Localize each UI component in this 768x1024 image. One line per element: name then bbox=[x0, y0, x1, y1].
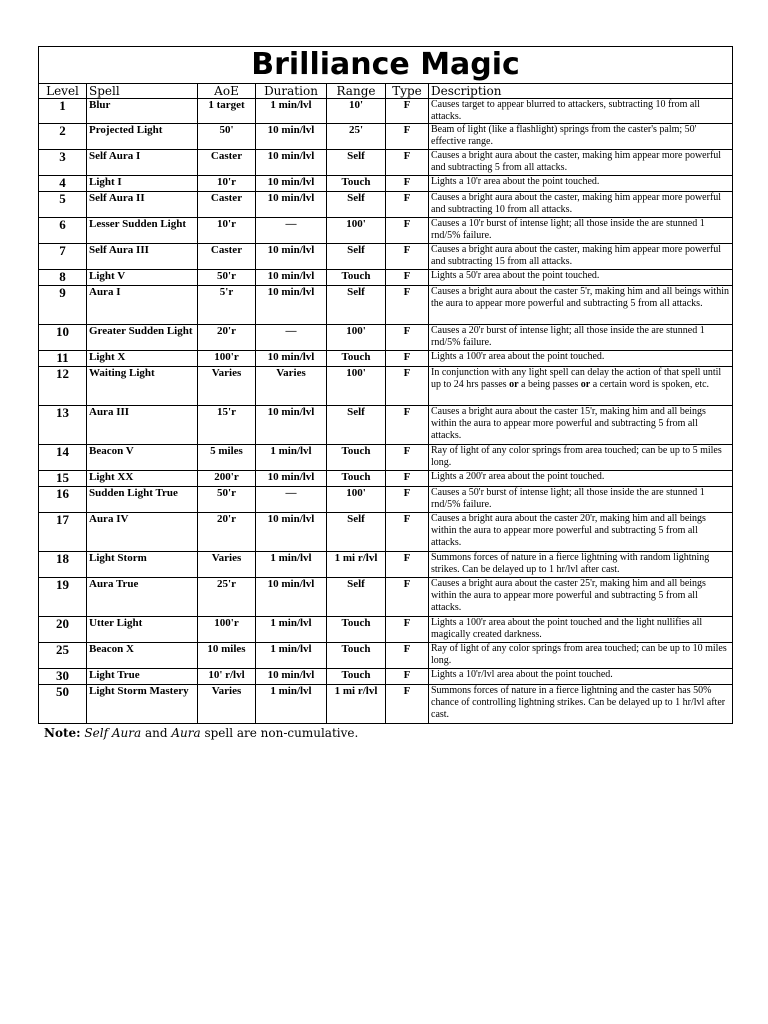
table-row bbox=[39, 244, 733, 270]
aoe-cell: Varies bbox=[198, 367, 256, 406]
duration-cell: — bbox=[256, 487, 327, 513]
description-cell bbox=[429, 124, 733, 150]
level-cell: 6 bbox=[39, 218, 87, 244]
description-text: Beam of light (like a flashlight) springs from the caster's palm; 50' effective range. bbox=[431, 124, 697, 147]
range-cell: Touch bbox=[327, 669, 386, 685]
description-text: In conjunction with any light spell can delay the action of that spell until up to 24 hrs passes bbox=[431, 367, 722, 390]
aoe-cell: Varies bbox=[198, 685, 256, 724]
description-cell bbox=[429, 552, 733, 578]
column-header-description: Description bbox=[429, 84, 733, 99]
range-cell: 100' bbox=[327, 487, 386, 513]
duration-cell: — bbox=[256, 218, 327, 244]
level-cell: 8 bbox=[39, 270, 87, 286]
table-row bbox=[39, 150, 733, 176]
duration-cell: 10 min/lvl bbox=[256, 244, 327, 270]
aoe-cell: 100'r bbox=[198, 617, 256, 643]
type-cell: F bbox=[386, 218, 429, 244]
level-cell: 9 bbox=[39, 286, 87, 325]
level-cell: 13 bbox=[39, 406, 87, 445]
range-cell: 1 mi r/lvl bbox=[327, 685, 386, 724]
level-cell: 16 bbox=[39, 487, 87, 513]
level-cell: 30 bbox=[39, 669, 87, 685]
description-text: Lights a 200'r area about the point touched. bbox=[431, 471, 605, 482]
column-header-type: Type bbox=[386, 84, 429, 99]
duration-cell: 1 min/lvl bbox=[256, 617, 327, 643]
column-header-duration: Duration bbox=[256, 84, 327, 99]
type-cell: F bbox=[386, 286, 429, 325]
type-cell: F bbox=[386, 487, 429, 513]
description-emphasis: or bbox=[509, 379, 519, 390]
table-row bbox=[39, 669, 733, 685]
type-cell: F bbox=[386, 270, 429, 286]
type-cell: F bbox=[386, 406, 429, 445]
type-cell: F bbox=[386, 643, 429, 669]
level-cell: 10 bbox=[39, 325, 87, 351]
type-cell: F bbox=[386, 351, 429, 367]
duration-cell: 10 min/lvl bbox=[256, 513, 327, 552]
level-cell: 50 bbox=[39, 685, 87, 724]
spell-name-cell: Blur bbox=[87, 99, 198, 124]
duration-cell: 10 min/lvl bbox=[256, 578, 327, 617]
aoe-cell: Caster bbox=[198, 150, 256, 176]
range-cell: Touch bbox=[327, 351, 386, 367]
spell-name-cell: Utter Light bbox=[87, 617, 198, 643]
range-cell: Self bbox=[327, 513, 386, 552]
table-row bbox=[39, 445, 733, 471]
aoe-cell: 100'r bbox=[198, 351, 256, 367]
table-row bbox=[39, 218, 733, 244]
table-row bbox=[39, 406, 733, 445]
type-cell: F bbox=[386, 471, 429, 487]
description-cell bbox=[429, 270, 733, 286]
table-header-row bbox=[39, 84, 733, 99]
description-cell bbox=[429, 367, 733, 406]
range-cell: Touch bbox=[327, 617, 386, 643]
page-title: Brilliance Magic bbox=[39, 47, 733, 84]
description-text: Summons forces of nature in a fierce lightning and the caster has 50% chance of controlling lightning strikes. Can be delayed up to 1 hr/lvl after cast. bbox=[431, 685, 726, 720]
table-row bbox=[39, 487, 733, 513]
level-cell: 2 bbox=[39, 124, 87, 150]
range-cell: Self bbox=[327, 150, 386, 176]
description-text: Causes a bright aura about the caster 20'r, making him and all beings within the aura to appear more powerful and subtracting 5 from all attacks. bbox=[431, 513, 706, 548]
duration-cell: 10 min/lvl bbox=[256, 124, 327, 150]
spell-name-cell: Greater Sudden Light bbox=[87, 325, 198, 351]
type-cell: F bbox=[386, 325, 429, 351]
table-row bbox=[39, 471, 733, 487]
type-cell: F bbox=[386, 578, 429, 617]
description-cell bbox=[429, 685, 733, 724]
description-emphasis: or bbox=[580, 379, 591, 390]
range-cell: Self bbox=[327, 578, 386, 617]
spell-name-cell: Lesser Sudden Light bbox=[87, 218, 198, 244]
description-cell bbox=[429, 643, 733, 669]
table-row bbox=[39, 286, 733, 325]
level-cell: 19 bbox=[39, 578, 87, 617]
spell-name-cell: Self Aura II bbox=[87, 192, 198, 218]
spell-name-cell: Waiting Light bbox=[87, 367, 198, 406]
description-cell bbox=[429, 351, 733, 367]
description-cell bbox=[429, 176, 733, 192]
description-text: Ray of light of any color springs from area touched; can be up to 10 miles long. bbox=[431, 643, 727, 666]
level-cell: 18 bbox=[39, 552, 87, 578]
type-cell: F bbox=[386, 192, 429, 218]
description-cell bbox=[429, 99, 733, 124]
table-row bbox=[39, 513, 733, 552]
type-cell: F bbox=[386, 99, 429, 124]
table-row bbox=[39, 325, 733, 351]
type-cell: F bbox=[386, 445, 429, 471]
description-text: Lights a 100'r area about the point touched and the light nullifies all magically created darkness. bbox=[431, 617, 703, 640]
duration-cell: 1 min/lvl bbox=[256, 643, 327, 669]
duration-cell: 1 min/lvl bbox=[256, 445, 327, 471]
aoe-cell: 50'r bbox=[198, 487, 256, 513]
table-row bbox=[39, 685, 733, 724]
range-cell: Touch bbox=[327, 445, 386, 471]
duration-cell: 10 min/lvl bbox=[256, 176, 327, 192]
description-text: Lights a 10'r area about the point touched. bbox=[431, 176, 600, 187]
table-row bbox=[39, 176, 733, 192]
aoe-cell: 10'r bbox=[198, 218, 256, 244]
spell-name-cell: Sudden Light True bbox=[87, 487, 198, 513]
range-cell: Self bbox=[327, 244, 386, 270]
type-cell: F bbox=[386, 669, 429, 685]
type-cell: F bbox=[386, 552, 429, 578]
type-cell: F bbox=[386, 685, 429, 724]
note-spell-b: Aura bbox=[171, 726, 201, 740]
range-cell: Touch bbox=[327, 471, 386, 487]
aoe-cell: 15'r bbox=[198, 406, 256, 445]
description-text: Causes target to appear blurred to attackers, subtracting 10 from all attacks. bbox=[431, 99, 700, 122]
table-row bbox=[39, 124, 733, 150]
aoe-cell: Varies bbox=[198, 552, 256, 578]
description-cell bbox=[429, 487, 733, 513]
type-cell: F bbox=[386, 367, 429, 406]
spell-name-cell: Light X bbox=[87, 351, 198, 367]
type-cell: F bbox=[386, 124, 429, 150]
description-text: a certain word is spoken, etc. bbox=[590, 379, 710, 390]
aoe-cell: 20'r bbox=[198, 513, 256, 552]
duration-cell: 10 min/lvl bbox=[256, 669, 327, 685]
range-cell: 100' bbox=[327, 325, 386, 351]
description-cell bbox=[429, 445, 733, 471]
level-cell: 1 bbox=[39, 99, 87, 124]
duration-cell: — bbox=[256, 325, 327, 351]
column-header-level: Level bbox=[39, 84, 87, 99]
aoe-cell: 10 miles bbox=[198, 643, 256, 669]
spell-name-cell: Aura I bbox=[87, 286, 198, 325]
description-text: Causes a bright aura about the caster 5'r, making him and all beings within the aura to appear more powerful and subtracting 5 from all attacks. bbox=[431, 286, 729, 309]
description-text: Summons forces of nature in a fierce lightning with random lightning strikes. Can be delayed up to 1 hr/lvl after cast. bbox=[431, 552, 710, 575]
table-row bbox=[39, 578, 733, 617]
duration-cell: 10 min/lvl bbox=[256, 286, 327, 325]
aoe-cell: 5'r bbox=[198, 286, 256, 325]
duration-cell: 10 min/lvl bbox=[256, 406, 327, 445]
column-header-spell: Spell bbox=[87, 84, 198, 99]
range-cell: Self bbox=[327, 192, 386, 218]
spell-rows bbox=[39, 99, 733, 724]
spell-name-cell: Light XX bbox=[87, 471, 198, 487]
aoe-cell: 5 miles bbox=[198, 445, 256, 471]
description-text: a being passes bbox=[518, 379, 581, 390]
table-row bbox=[39, 643, 733, 669]
description-cell bbox=[429, 325, 733, 351]
type-cell: F bbox=[386, 150, 429, 176]
description-cell bbox=[429, 150, 733, 176]
duration-cell: 1 min/lvl bbox=[256, 552, 327, 578]
type-cell: F bbox=[386, 513, 429, 552]
spell-name-cell: Aura True bbox=[87, 578, 198, 617]
table-row bbox=[39, 552, 733, 578]
range-cell: Touch bbox=[327, 270, 386, 286]
duration-cell: 10 min/lvl bbox=[256, 351, 327, 367]
spell-sheet bbox=[38, 46, 732, 740]
type-cell: F bbox=[386, 617, 429, 643]
level-cell: 12 bbox=[39, 367, 87, 406]
spell-name-cell: Beacon X bbox=[87, 643, 198, 669]
description-cell bbox=[429, 218, 733, 244]
level-cell: 17 bbox=[39, 513, 87, 552]
level-cell: 7 bbox=[39, 244, 87, 270]
spell-name-cell: Projected Light bbox=[87, 124, 198, 150]
table-row bbox=[39, 192, 733, 218]
description-text: Causes a 10'r burst of intense light; all those inside the are stunned 1 rnd/5% failure. bbox=[431, 218, 705, 241]
note-text: spell are non-cumulative. bbox=[200, 726, 359, 740]
description-text: Causes a 20'r burst of intense light; all those inside the are stunned 1 rnd/5% failure. bbox=[431, 325, 705, 348]
description-cell bbox=[429, 286, 733, 325]
duration-cell: 10 min/lvl bbox=[256, 270, 327, 286]
range-cell: 10' bbox=[327, 99, 386, 124]
aoe-cell: 10'r bbox=[198, 176, 256, 192]
aoe-cell: 200'r bbox=[198, 471, 256, 487]
level-cell: 15 bbox=[39, 471, 87, 487]
footnote bbox=[44, 726, 732, 740]
range-cell: Self bbox=[327, 406, 386, 445]
note-conjunction: and bbox=[141, 726, 172, 740]
type-cell: F bbox=[386, 244, 429, 270]
description-text: Causes a bright aura about the caster 15'r, making him and all beings within the aura to appear more powerful and subtracting 5 from all attacks. bbox=[431, 406, 706, 441]
table-row bbox=[39, 351, 733, 367]
description-cell bbox=[429, 617, 733, 643]
description-text: Causes a bright aura about the caster, making him appear more powerful and subtracting 15 from all attacks. bbox=[431, 244, 722, 267]
level-cell: 5 bbox=[39, 192, 87, 218]
description-text: Lights a 10'r/lvl area about the point touched. bbox=[431, 669, 613, 680]
duration-cell: Varies bbox=[256, 367, 327, 406]
table-row bbox=[39, 617, 733, 643]
duration-cell: 10 min/lvl bbox=[256, 471, 327, 487]
description-text: Ray of light of any color springs from area touched; can be up to 5 miles long. bbox=[431, 445, 722, 468]
note-label: Note: bbox=[44, 726, 81, 740]
aoe-cell: 10' r/lvl bbox=[198, 669, 256, 685]
spell-name-cell: Aura III bbox=[87, 406, 198, 445]
description-cell bbox=[429, 406, 733, 445]
spell-table bbox=[38, 46, 733, 724]
note-spell-a: Self Aura bbox=[84, 726, 142, 740]
duration-cell: 10 min/lvl bbox=[256, 150, 327, 176]
duration-cell: 1 min/lvl bbox=[256, 685, 327, 724]
level-cell: 20 bbox=[39, 617, 87, 643]
aoe-cell: 25'r bbox=[198, 578, 256, 617]
range-cell: Touch bbox=[327, 643, 386, 669]
duration-cell: 10 min/lvl bbox=[256, 192, 327, 218]
spell-name-cell: Light V bbox=[87, 270, 198, 286]
range-cell: 100' bbox=[327, 218, 386, 244]
description-text: Causes a bright aura about the caster, making him appear more powerful and subtracting 5 from all attacks. bbox=[431, 150, 722, 173]
spell-name-cell: Light Storm Mastery bbox=[87, 685, 198, 724]
aoe-cell: 50' bbox=[198, 124, 256, 150]
spell-name-cell: Light I bbox=[87, 176, 198, 192]
aoe-cell: Caster bbox=[198, 244, 256, 270]
aoe-cell: 20'r bbox=[198, 325, 256, 351]
table-row bbox=[39, 270, 733, 286]
description-cell bbox=[429, 513, 733, 552]
description-cell bbox=[429, 471, 733, 487]
description-text: Causes a bright aura about the caster, making him appear more powerful and subtracting 10 from all attacks. bbox=[431, 192, 722, 215]
level-cell: 25 bbox=[39, 643, 87, 669]
level-cell: 14 bbox=[39, 445, 87, 471]
description-cell bbox=[429, 244, 733, 270]
aoe-cell: 50'r bbox=[198, 270, 256, 286]
range-cell: Self bbox=[327, 286, 386, 325]
level-cell: 4 bbox=[39, 176, 87, 192]
column-header-aoe: AoE bbox=[198, 84, 256, 99]
column-header-range: Range bbox=[327, 84, 386, 99]
description-text: Lights a 50'r area about the point touched. bbox=[431, 270, 600, 281]
spell-name-cell: Beacon V bbox=[87, 445, 198, 471]
description-cell bbox=[429, 669, 733, 685]
description-cell bbox=[429, 192, 733, 218]
duration-cell: 1 min/lvl bbox=[256, 99, 327, 124]
aoe-cell: Caster bbox=[198, 192, 256, 218]
spell-name-cell: Self Aura III bbox=[87, 244, 198, 270]
range-cell: Touch bbox=[327, 176, 386, 192]
spell-name-cell: Light True bbox=[87, 669, 198, 685]
range-cell: 25' bbox=[327, 124, 386, 150]
table-row bbox=[39, 99, 733, 124]
range-cell: 100' bbox=[327, 367, 386, 406]
spell-name-cell: Aura IV bbox=[87, 513, 198, 552]
description-cell bbox=[429, 578, 733, 617]
aoe-cell: 1 target bbox=[198, 99, 256, 124]
table-row bbox=[39, 367, 733, 406]
description-text: Lights a 100'r area about the point touched. bbox=[431, 351, 605, 362]
spell-name-cell: Light Storm bbox=[87, 552, 198, 578]
type-cell: F bbox=[386, 176, 429, 192]
spell-name-cell: Self Aura I bbox=[87, 150, 198, 176]
description-text: Causes a 50'r burst of intense light; all those inside the are stunned 1 rnd/5% failure. bbox=[431, 487, 705, 510]
description-text: Causes a bright aura about the caster 25'r, making him and all beings within the aura to appear more powerful and subtracting 5 from all attacks. bbox=[431, 578, 706, 613]
range-cell: 1 mi r/lvl bbox=[327, 552, 386, 578]
level-cell: 11 bbox=[39, 351, 87, 367]
level-cell: 3 bbox=[39, 150, 87, 176]
